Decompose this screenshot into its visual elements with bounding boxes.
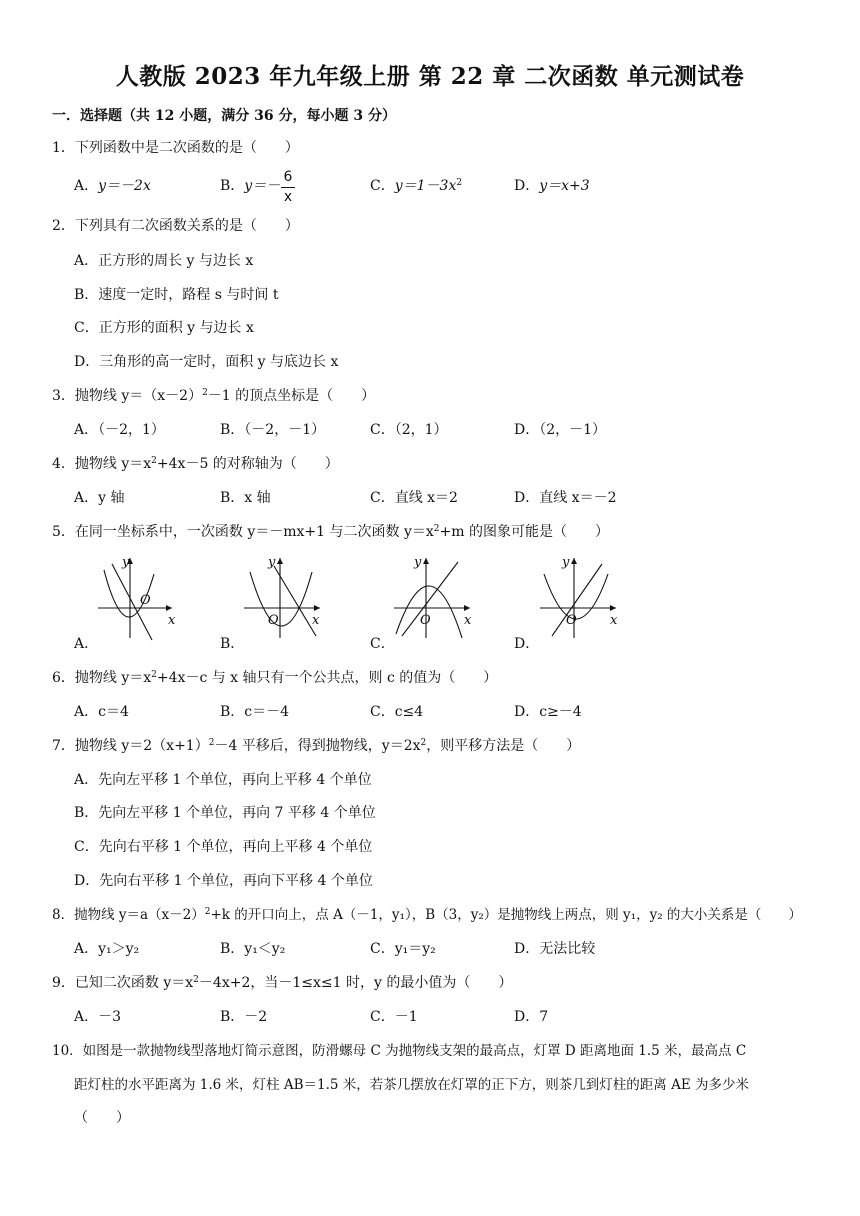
q3-option-c[interactable]: C．（2，1） bbox=[370, 422, 448, 438]
q7-option-a[interactable]: A．先向左平移 1 个单位，再向上平移 4 个单位 bbox=[74, 772, 372, 788]
q2-option-c[interactable]: C．正方形的面积 y 与边长 x bbox=[74, 320, 254, 336]
question-6-stem: 6．抛物线 $y=x^2+4x-c$ 与 x 轴只有一个公共点，则 c 的值为（ ） bbox=[52, 670, 498, 686]
section-heading: 一．选择题（共 12 小题，满分 36 分，每小题 3 分） bbox=[52, 108, 396, 124]
axis-x-label: x bbox=[312, 613, 320, 628]
q5-option-a[interactable]: A． bbox=[74, 636, 99, 652]
x-axis-arrow bbox=[166, 605, 172, 611]
q2-option-b[interactable]: B．速度一定时，路程 s 与时间 t bbox=[74, 287, 279, 303]
x-axis-arrow bbox=[464, 605, 470, 611]
q9-option-c[interactable]: C．－1 bbox=[370, 1009, 418, 1025]
question-10-line-1: 10．如图是一款抛物线型落地灯简示意图，防滑螺母 C 为抛物线支架的最高点，灯罩 D 距离地面 1.5 米，最高点 C bbox=[52, 1043, 747, 1059]
page-title: 人教版 2023 年九年级上册 第 22 章 二次函数 单元测试卷 bbox=[115, 63, 745, 90]
q1-option-b[interactable]: B．y＝－ bbox=[220, 178, 281, 194]
question-4-stem: 4．抛物线 $y=x^2+4x-5$ 的对称轴为（ ） bbox=[52, 456, 339, 472]
q1-option-d[interactable]: D．y＝x+3 bbox=[514, 178, 590, 194]
q4-option-d[interactable]: D．直线 x＝－2 bbox=[514, 490, 617, 506]
q5-graph-d bbox=[532, 552, 632, 642]
q8-option-a[interactable]: A．y₁＞y₂ bbox=[74, 941, 140, 957]
q9-option-d[interactable]: D．7 bbox=[514, 1009, 549, 1025]
q1-option-b-fraction: 6 x bbox=[281, 169, 295, 206]
question-1-stem: 1．下列函数中是二次函数的是（ ） bbox=[52, 140, 299, 156]
axis-y-label: y bbox=[562, 555, 570, 570]
axis-y-label: y bbox=[268, 555, 276, 570]
q8-option-c[interactable]: C．y₁＝y₂ bbox=[370, 941, 436, 957]
x-axis-arrow bbox=[610, 605, 616, 611]
question-7-stem: 7．抛物线 $y=2(x+1)^2-4$ 平移后，得到抛物线，$y=2x^2$，则平移方法是（ ） bbox=[52, 738, 581, 754]
x-axis-arrow bbox=[314, 605, 320, 611]
origin-label: O bbox=[420, 613, 431, 628]
q6-option-d[interactable]: D．c≥－4 bbox=[514, 704, 582, 720]
q9-option-b[interactable]: B．－2 bbox=[220, 1009, 268, 1025]
q9-option-a[interactable]: A．－3 bbox=[74, 1009, 122, 1025]
q7-option-d[interactable]: D．先向右平移 1 个单位，再向下平移 4 个单位 bbox=[74, 873, 373, 889]
q5-graph-a bbox=[90, 552, 190, 642]
origin-label: O bbox=[268, 613, 279, 628]
axis-y-label: y bbox=[414, 555, 422, 570]
question-2-stem: 2．下列具有二次函数关系的是（ ） bbox=[52, 218, 299, 234]
q5-option-d[interactable]: D． bbox=[514, 636, 540, 652]
q4-option-b[interactable]: B．x 轴 bbox=[220, 490, 271, 506]
q5-graph-c bbox=[386, 552, 486, 642]
q7-option-b[interactable]: B．先向左平移 1 个单位，再向 7 平移 4 个单位 bbox=[74, 805, 376, 821]
question-5-stem: 5．在同一坐标系中，一次函数 y＝－mx+1 与二次函数 $y=x^2+m$ 的图象可能是（ ） bbox=[52, 524, 609, 540]
q8-option-b[interactable]: B．y₁＜y₂ bbox=[220, 941, 286, 957]
question-3-stem: 3．抛物线 $y=(x-2)^2-1$ 的顶点坐标是（ ） bbox=[52, 388, 376, 404]
q5-option-b[interactable]: B． bbox=[220, 636, 245, 652]
q1-option-c[interactable]: C．$y=1-3x^2$ bbox=[370, 178, 463, 194]
q2-option-d[interactable]: D．三角形的高一定时，面积 y 与底边长 x bbox=[74, 354, 339, 370]
q6-option-c[interactable]: C．c≤4 bbox=[370, 704, 424, 720]
q5-graph-b bbox=[236, 552, 336, 642]
axis-x-label: x bbox=[610, 613, 618, 628]
y-axis-arrow bbox=[571, 558, 577, 564]
origin-label: O bbox=[140, 593, 151, 608]
question-9-stem: 9．已知二次函数 $y=x^2-4x+2$，当－1≤x≤1 时，y 的最小值为（ ） bbox=[52, 975, 513, 991]
origin-label: O bbox=[566, 613, 577, 628]
q4-option-c[interactable]: C．直线 x＝2 bbox=[370, 490, 458, 506]
q6-option-a[interactable]: A．c＝4 bbox=[74, 704, 129, 720]
question-8-stem: 8．抛物线 $y=a(x-2)^2+k$ 的开口向上，点 A（－1，y₁），B（3，y₂）是抛物线上两点，则 y₁，y₂ 的大小关系是（ ） bbox=[52, 907, 802, 923]
q3-option-b[interactable]: B．（－2，－1） bbox=[220, 422, 326, 438]
q6-option-b[interactable]: B．c＝－4 bbox=[220, 704, 290, 720]
y-axis-arrow bbox=[277, 558, 283, 564]
line bbox=[552, 564, 602, 636]
q8-option-d[interactable]: D．无法比较 bbox=[514, 941, 596, 957]
q5-option-c[interactable]: C． bbox=[370, 636, 395, 652]
axis-y-label: y bbox=[122, 555, 130, 570]
axis-x-label: x bbox=[464, 613, 472, 628]
q3-option-a[interactable]: A．（－2，1） bbox=[74, 422, 165, 438]
y-axis-arrow bbox=[423, 558, 429, 564]
parabola bbox=[250, 572, 312, 626]
q2-option-a[interactable]: A．正方形的周长 y 与边长 x bbox=[74, 253, 254, 269]
q1-option-a[interactable]: A．y＝－2x bbox=[74, 178, 151, 194]
q7-option-c[interactable]: C．先向右平移 1 个单位，再向上平移 4 个单位 bbox=[74, 839, 373, 855]
question-10-line-2: 距灯柱的水平距离为 1.6 米，灯柱 AB＝1.5 米，若茶几摆放在灯罩的正下方，则茶几到灯柱的距离 AE 为多少米 bbox=[74, 1077, 749, 1093]
axis-x-label: x bbox=[168, 613, 176, 628]
q4-option-a[interactable]: A．y 轴 bbox=[74, 490, 125, 506]
q3-option-d[interactable]: D．（2，－1） bbox=[514, 422, 607, 438]
question-10-line-3: （ ） bbox=[74, 1110, 130, 1126]
